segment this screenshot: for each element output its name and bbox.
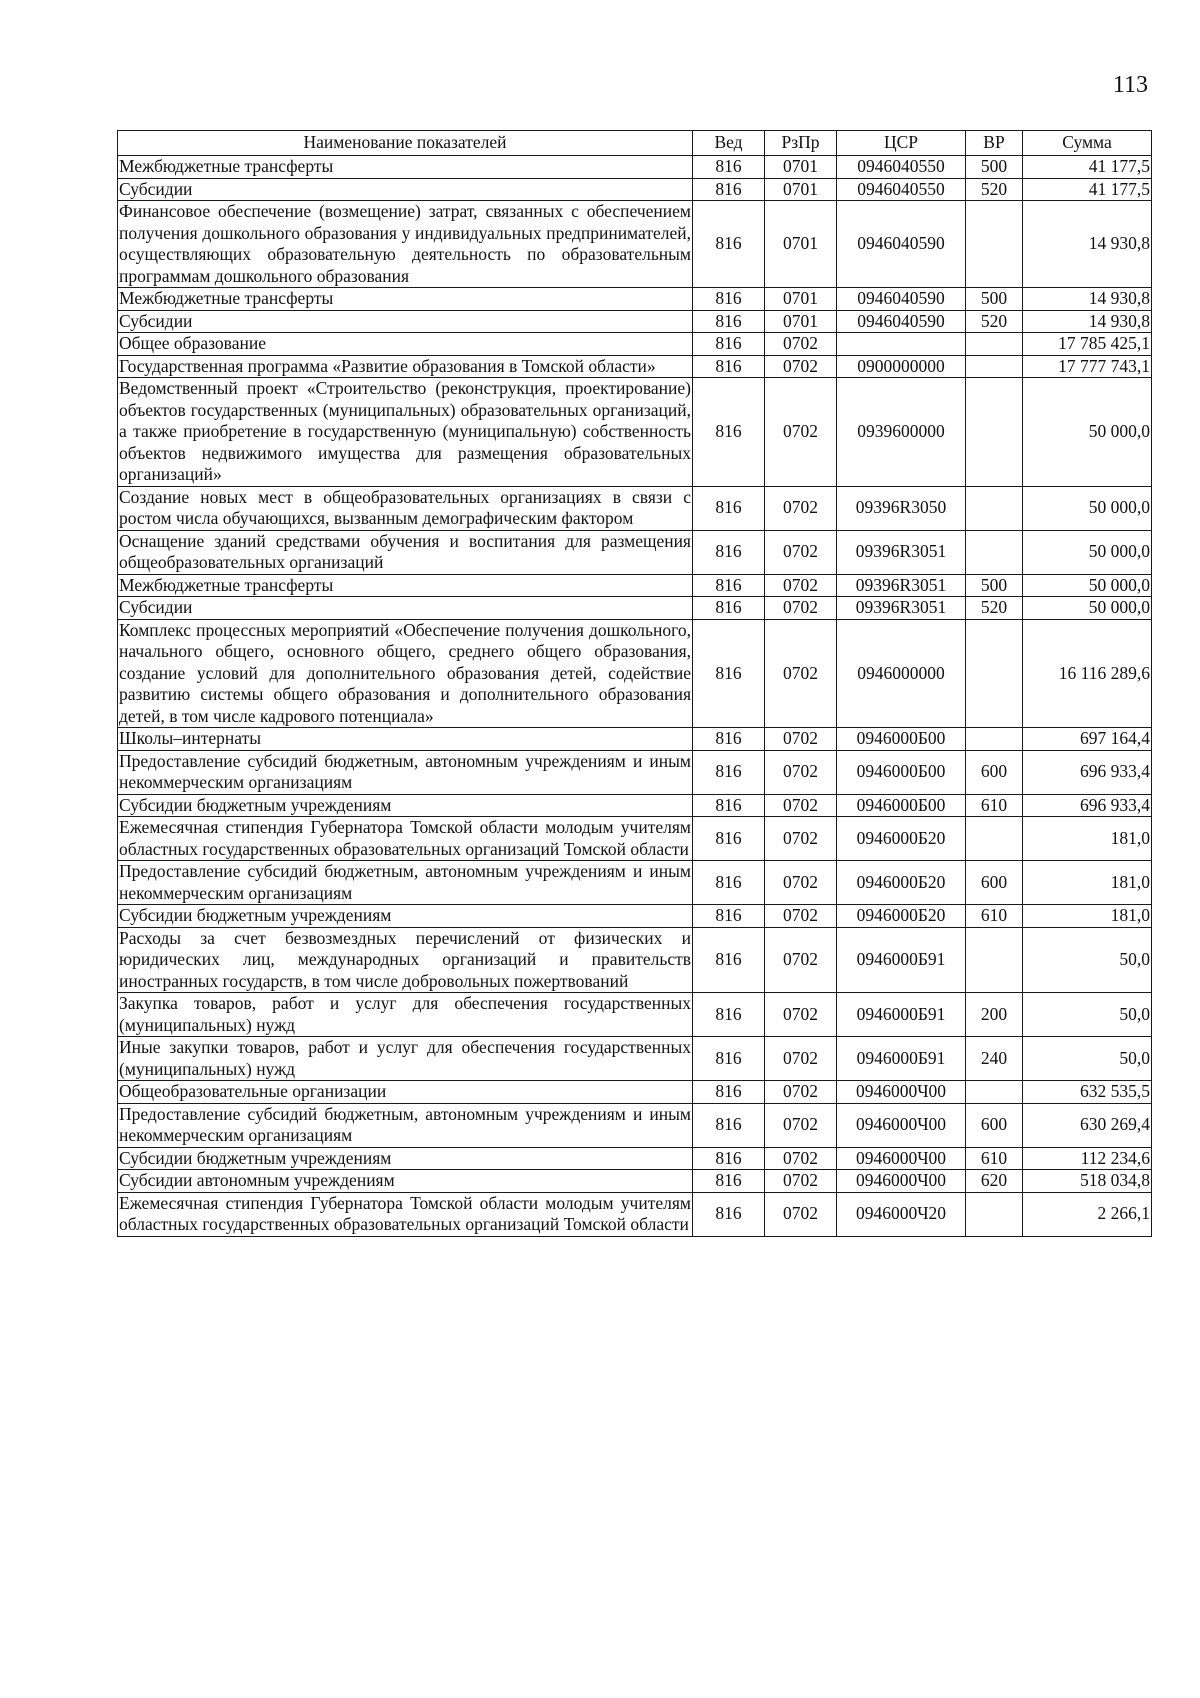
cell-vr: 500 xyxy=(966,288,1023,311)
cell-vr: 520 xyxy=(966,178,1023,201)
cell-csr: 09396R3051 xyxy=(837,597,966,620)
cell-ved: 816 xyxy=(693,1081,765,1104)
cell-sum: 14 930,8 xyxy=(1023,310,1152,333)
cell-csr: 0946000Ч00 xyxy=(837,1103,966,1147)
cell-name: Оснащение зданий средствами обучения и воспитания для размещения общеобразовательных организаций xyxy=(119,530,691,572)
cell-vr: 600 xyxy=(966,1103,1023,1147)
cell-name: Ежемесячная стипендия Губернатора Томской области молодым учителям областных государственных образовательных организаций Томской области xyxy=(119,1192,691,1234)
cell-vr: 500 xyxy=(966,156,1023,179)
cell-vr xyxy=(966,378,1023,487)
cell-ved: 816 xyxy=(693,817,765,861)
table-row xyxy=(118,1147,1152,1170)
cell-csr: 0946000Б91 xyxy=(837,1037,966,1081)
table-row xyxy=(118,750,1152,794)
cell-rzpr: 0702 xyxy=(765,486,837,530)
cell-sum: 696 933,4 xyxy=(1023,750,1152,794)
cell-ved: 816 xyxy=(693,927,765,993)
cell-vr xyxy=(966,619,1023,728)
table-row xyxy=(118,378,1152,487)
cell-vr: 610 xyxy=(966,794,1023,817)
table-row xyxy=(118,905,1152,928)
cell-sum: 17 777 743,1 xyxy=(1023,355,1152,378)
cell-sum: 50,0 xyxy=(1023,1037,1152,1081)
cell-sum: 50 000,0 xyxy=(1023,378,1152,487)
cell-sum: 181,0 xyxy=(1023,817,1152,861)
cell-rzpr: 0702 xyxy=(765,355,837,378)
cell-name: Создание новых мест в общеобразовательных организациях в связи с ростом числа обучающихся, вызванным демографическим фактором xyxy=(119,486,691,528)
cell-csr: 0946040590 xyxy=(837,288,966,311)
cell-name: Субсидии автономным учреждениям xyxy=(118,1170,693,1193)
cell-csr: 0900000000 xyxy=(837,355,966,378)
column-header-rzpr: РзПр xyxy=(765,131,837,156)
cell-sum: 14 930,8 xyxy=(1023,288,1152,311)
cell-rzpr: 0702 xyxy=(765,927,837,993)
cell-sum: 697 164,4 xyxy=(1023,728,1152,751)
table-row xyxy=(118,861,1152,905)
cell-name: Межбюджетные трансферты xyxy=(118,156,693,179)
cell-name: Закупка товаров, работ и услуг для обеспечения государственных (муниципальных) нужд xyxy=(119,993,691,1035)
cell-name: Комплекс процессных мероприятий «Обеспечение получения дошкольного, начального общего, основного общего, среднего общего образования, создание условий для дополнительного образования детей, содействие развитию системы общего образования и дополнительного образования детей, в том числе кадрового потенциала» xyxy=(119,619,691,726)
cell-sum: 17 785 425,1 xyxy=(1023,333,1152,356)
table-row xyxy=(118,333,1152,356)
cell-name: Расходы за счет безвозмездных перечислений от физических и юридических лиц, международных организаций и правительств иностранных государств, в том числе добровольных пожертвований xyxy=(119,927,691,991)
page-number: 113 xyxy=(1112,72,1148,98)
budget-table xyxy=(117,130,1152,1237)
cell-vr xyxy=(966,355,1023,378)
cell-rzpr: 0702 xyxy=(765,619,837,728)
cell-rzpr: 0702 xyxy=(765,861,837,905)
cell-ved: 816 xyxy=(693,861,765,905)
cell-sum: 632 535,5 xyxy=(1023,1081,1152,1104)
cell-rzpr: 0701 xyxy=(765,310,837,333)
cell-name: Предоставление субсидий бюджетным, автономным учреждениям и иным некоммерческим организациям xyxy=(119,861,691,903)
cell-ved: 816 xyxy=(693,1170,765,1193)
cell-sum: 50 000,0 xyxy=(1023,530,1152,574)
cell-ved: 816 xyxy=(693,178,765,201)
cell-sum: 112 234,6 xyxy=(1023,1147,1152,1170)
table-row xyxy=(118,288,1152,311)
cell-sum: 50,0 xyxy=(1023,993,1152,1037)
cell-vr: 240 xyxy=(966,1037,1023,1081)
cell-name: Предоставление субсидий бюджетным, автономным учреждениям и иным некоммерческим организациям xyxy=(119,750,691,792)
cell-sum: 696 933,4 xyxy=(1023,794,1152,817)
cell-ved: 816 xyxy=(693,333,765,356)
cell-vr xyxy=(966,530,1023,574)
cell-vr: 520 xyxy=(966,310,1023,333)
cell-ved: 816 xyxy=(693,794,765,817)
cell-name: Субсидии xyxy=(118,178,693,201)
column-header-csr: ЦСР xyxy=(837,131,966,156)
cell-vr xyxy=(966,333,1023,356)
cell-csr: 0946000Ч00 xyxy=(837,1147,966,1170)
cell-name: Общеобразовательные организации xyxy=(118,1081,693,1104)
table-row xyxy=(118,310,1152,333)
table-row xyxy=(118,201,1152,288)
cell-sum: 41 177,5 xyxy=(1023,156,1152,179)
table-row xyxy=(118,574,1152,597)
column-header-name: Наименование показателей xyxy=(118,131,693,156)
cell-rzpr: 0701 xyxy=(765,156,837,179)
table-row xyxy=(118,486,1152,530)
cell-sum: 14 930,8 xyxy=(1023,201,1152,288)
cell-ved: 816 xyxy=(693,574,765,597)
cell-rzpr: 0702 xyxy=(765,817,837,861)
table-row xyxy=(118,927,1152,993)
cell-ved: 816 xyxy=(693,288,765,311)
cell-csr: 0946040550 xyxy=(837,156,966,179)
cell-sum: 630 269,4 xyxy=(1023,1103,1152,1147)
cell-csr: 0946000Ч00 xyxy=(837,1081,966,1104)
cell-vr: 600 xyxy=(966,861,1023,905)
cell-rzpr: 0702 xyxy=(765,794,837,817)
cell-rzpr: 0702 xyxy=(765,750,837,794)
table-row xyxy=(118,794,1152,817)
cell-rzpr: 0702 xyxy=(765,530,837,574)
cell-rzpr: 0702 xyxy=(765,1037,837,1081)
cell-sum: 181,0 xyxy=(1023,861,1152,905)
cell-vr: 610 xyxy=(966,1147,1023,1170)
cell-csr: 0946000Б91 xyxy=(837,927,966,993)
table-row xyxy=(118,355,1152,378)
cell-sum: 50 000,0 xyxy=(1023,574,1152,597)
cell-csr: 0946040550 xyxy=(837,178,966,201)
cell-csr: 0946000Б20 xyxy=(837,817,966,861)
table-row xyxy=(118,728,1152,751)
cell-ved: 816 xyxy=(693,750,765,794)
cell-name: Школы–интернаты xyxy=(118,728,693,751)
cell-rzpr: 0702 xyxy=(765,1081,837,1104)
table-row xyxy=(118,156,1152,179)
cell-sum: 41 177,5 xyxy=(1023,178,1152,201)
column-header-sum: Сумма xyxy=(1023,131,1152,156)
table-row xyxy=(118,530,1152,574)
cell-ved: 816 xyxy=(693,1037,765,1081)
cell-rzpr: 0702 xyxy=(765,1192,837,1236)
cell-csr: 0946000Б00 xyxy=(837,794,966,817)
cell-csr: 0946040590 xyxy=(837,310,966,333)
cell-ved: 816 xyxy=(693,1147,765,1170)
cell-name: Субсидии бюджетным учреждениям xyxy=(118,1147,693,1170)
cell-vr xyxy=(966,927,1023,993)
cell-csr: 0946000Б20 xyxy=(837,861,966,905)
cell-ved: 816 xyxy=(693,201,765,288)
cell-ved: 816 xyxy=(693,1192,765,1236)
cell-vr: 600 xyxy=(966,750,1023,794)
table-header-row xyxy=(118,131,1152,156)
cell-vr: 200 xyxy=(966,993,1023,1037)
cell-sum: 181,0 xyxy=(1023,905,1152,928)
cell-sum: 2 266,1 xyxy=(1023,1192,1152,1236)
cell-rzpr: 0701 xyxy=(765,201,837,288)
cell-rzpr: 0702 xyxy=(765,728,837,751)
cell-rzpr: 0702 xyxy=(765,574,837,597)
cell-vr: 620 xyxy=(966,1170,1023,1193)
table-body xyxy=(118,156,1152,1237)
cell-ved: 816 xyxy=(693,530,765,574)
cell-ved: 816 xyxy=(693,905,765,928)
cell-vr: 610 xyxy=(966,905,1023,928)
cell-rzpr: 0701 xyxy=(765,288,837,311)
cell-name: Финансовое обеспечение (возмещение) затрат, связанных с обеспечением получения дошкольного образования у индивидуальных предпринимателей, осуществляющих образовательную деятельность по образовательным программам дошкольного образования xyxy=(119,201,691,286)
cell-vr xyxy=(966,728,1023,751)
cell-csr: 0946000Б00 xyxy=(837,728,966,751)
cell-ved: 816 xyxy=(693,310,765,333)
cell-ved: 816 xyxy=(693,355,765,378)
cell-rzpr: 0702 xyxy=(765,378,837,487)
cell-sum: 16 116 289,6 xyxy=(1023,619,1152,728)
cell-rzpr: 0701 xyxy=(765,178,837,201)
cell-csr: 09396R3051 xyxy=(837,530,966,574)
table-row xyxy=(118,178,1152,201)
cell-ved: 816 xyxy=(693,1103,765,1147)
cell-rzpr: 0702 xyxy=(765,1170,837,1193)
cell-ved: 816 xyxy=(693,378,765,487)
cell-name: Межбюджетные трансферты xyxy=(118,288,693,311)
cell-csr: 09396R3050 xyxy=(837,486,966,530)
cell-name: Субсидии бюджетным учреждениям xyxy=(118,794,693,817)
column-header-vr: ВР xyxy=(966,131,1023,156)
cell-csr: 0946000Б91 xyxy=(837,993,966,1037)
cell-rzpr: 0702 xyxy=(765,333,837,356)
cell-csr: 0946000Б20 xyxy=(837,905,966,928)
cell-rzpr: 0702 xyxy=(765,905,837,928)
cell-name: Межбюджетные трансферты xyxy=(118,574,693,597)
cell-vr xyxy=(966,1081,1023,1104)
table-row xyxy=(118,1170,1152,1193)
cell-csr xyxy=(837,333,966,356)
cell-sum: 50 000,0 xyxy=(1023,597,1152,620)
cell-ved: 816 xyxy=(693,728,765,751)
cell-vr: 500 xyxy=(966,574,1023,597)
cell-sum: 50,0 xyxy=(1023,927,1152,993)
column-header-ved: Вед xyxy=(693,131,765,156)
cell-name: Субсидии xyxy=(118,597,693,620)
cell-csr: 0946040590 xyxy=(837,201,966,288)
cell-ved: 816 xyxy=(693,486,765,530)
table-row xyxy=(118,1081,1152,1104)
table-row xyxy=(118,817,1152,861)
cell-ved: 816 xyxy=(693,597,765,620)
table-row xyxy=(118,619,1152,728)
cell-vr xyxy=(966,817,1023,861)
table-row xyxy=(118,1037,1152,1081)
cell-name: Субсидии бюджетным учреждениям xyxy=(118,905,693,928)
cell-name: Общее образование xyxy=(118,333,693,356)
cell-ved: 816 xyxy=(693,993,765,1037)
cell-vr xyxy=(966,1192,1023,1236)
cell-rzpr: 0702 xyxy=(765,597,837,620)
cell-name: Субсидии xyxy=(118,310,693,333)
cell-csr: 09396R3051 xyxy=(837,574,966,597)
cell-csr: 0946000Ч20 xyxy=(837,1192,966,1236)
table-row xyxy=(118,597,1152,620)
cell-rzpr: 0702 xyxy=(765,993,837,1037)
cell-vr: 520 xyxy=(966,597,1023,620)
cell-rzpr: 0702 xyxy=(765,1103,837,1147)
cell-name: Ежемесячная стипендия Губернатора Томской области молодым учителям областных государственных образовательных организаций Томской области xyxy=(119,817,691,859)
cell-csr: 0946000000 xyxy=(837,619,966,728)
cell-name: Государственная программа «Развитие образования в Томской области» xyxy=(118,355,693,378)
cell-name: Предоставление субсидий бюджетным, автономным учреждениям и иным некоммерческим организациям xyxy=(119,1103,691,1145)
cell-csr: 0946000Б00 xyxy=(837,750,966,794)
table-row xyxy=(118,993,1152,1037)
cell-csr: 0939600000 xyxy=(837,378,966,487)
cell-sum: 50 000,0 xyxy=(1023,486,1152,530)
cell-sum: 518 034,8 xyxy=(1023,1170,1152,1193)
cell-rzpr: 0702 xyxy=(765,1147,837,1170)
cell-ved: 816 xyxy=(693,619,765,728)
cell-name: Иные закупки товаров, работ и услуг для обеспечения государственных (муниципальных) нужд xyxy=(119,1037,691,1079)
cell-name: Ведомственный проект «Строительство (реконструкция, проектирование) объектов государственных (муниципальных) образовательных организаций, а также приобретение в государственную (муниципальную) собственность объектов недвижимого имущества для размещения образовательных организаций» xyxy=(119,378,691,484)
cell-ved: 816 xyxy=(693,156,765,179)
cell-csr: 0946000Ч00 xyxy=(837,1170,966,1193)
table-row xyxy=(118,1192,1152,1236)
cell-vr xyxy=(966,486,1023,530)
cell-vr xyxy=(966,201,1023,288)
table-row xyxy=(118,1103,1152,1147)
